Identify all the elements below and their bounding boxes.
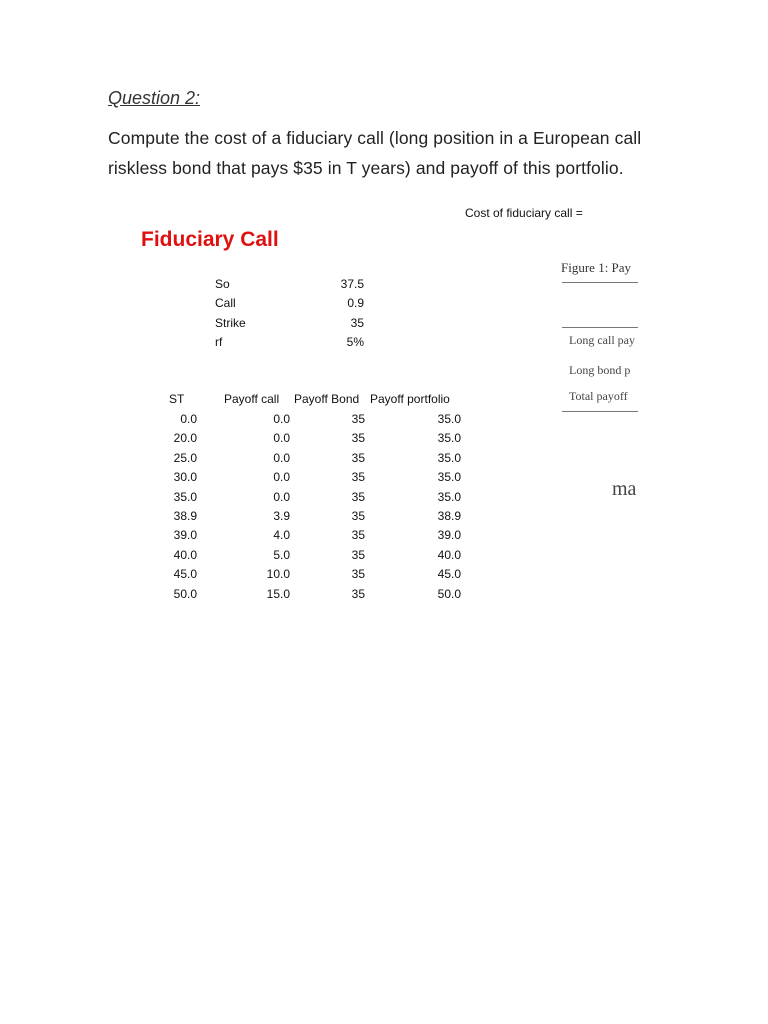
cell-payoff-bond: 35 [351,547,365,562]
figure-row-long-call: Long call pay [569,333,635,347]
cell-st: 40.0 [173,547,197,562]
cell-st: 20.0 [173,431,197,446]
section-title: Fiduciary Call [141,228,279,251]
figure-rule-bottom [562,411,638,412]
param-name-so: So [215,277,230,291]
cell-payoff-bond: 35 [351,528,365,543]
cell-st: 39.0 [173,528,197,543]
cell-payoff-bond: 35 [351,489,365,504]
cell-st: 25.0 [173,450,197,465]
cell-payoff-call: 15.0 [266,586,290,601]
figure-rule-top [562,282,638,283]
cell-payoff-bond: 35 [351,431,365,446]
cost-of-fiduciary-call-label: Cost of fiduciary call = [465,206,583,220]
cell-st: 38.9 [173,509,197,523]
question-title: Question 2: [108,88,201,108]
cell-payoff-portfolio: 35.0 [437,431,461,446]
param-value-call: 0.9 [347,296,364,310]
header-st: ST [169,392,185,406]
figure-row-long-bond: Long bond p [569,363,631,377]
cell-st: 35.0 [173,489,197,504]
cell-payoff-call: 0.0 [273,450,290,465]
cell-payoff-bond: 35 [351,509,365,523]
cell-payoff-bond: 35 [351,567,365,582]
param-value-strike: 35 [350,316,364,330]
cell-payoff-portfolio: 38.9 [437,509,461,523]
cell-payoff-bond: 35 [351,412,365,426]
cell-payoff-portfolio: 35.0 [437,470,461,485]
cell-payoff-bond: 35 [351,470,365,485]
question-text-line-2: riskless bond that pays $35 in T years) and payoff of this portfolio. [108,158,624,178]
cell-payoff-portfolio: 35.0 [437,412,461,426]
param-name-strike: Strike [215,316,246,330]
cell-payoff-portfolio: 35.0 [437,489,461,504]
figure-fragment [556,250,638,510]
cell-payoff-call: 5.0 [273,547,290,562]
figure-text-fragment: ma [612,478,637,500]
cell-st: 30.0 [173,470,197,485]
cell-payoff-call: 0.0 [273,470,290,485]
header-payoff-call: Payoff call [224,392,280,406]
cell-st: 45.0 [173,567,197,582]
cell-payoff-bond: 35 [351,450,365,465]
cell-payoff-bond: 35 [351,586,365,601]
cell-payoff-call: 4.0 [273,528,290,543]
cell-st: 50.0 [173,586,197,601]
figure-rule-mid [562,327,638,328]
cell-payoff-portfolio: 40.0 [437,547,461,562]
figure-row-total-payoff: Total payoff [569,389,628,403]
cell-payoff-portfolio: 39.0 [437,528,461,543]
cell-st: 0.0 [180,412,197,426]
header-payoff-portfolio: Payoff portfolio [370,392,450,406]
cell-payoff-call: 0.0 [273,431,290,446]
figure-title: Figure 1: Pay [561,260,632,275]
header-payoff-bond: Payoff Bond [294,392,360,406]
cell-payoff-call: 0.0 [273,412,290,426]
cell-payoff-call: 10.0 [266,567,290,582]
param-name-call: Call [215,296,236,310]
cell-payoff-portfolio: 45.0 [437,567,461,582]
param-name-rf: rf [215,335,223,349]
cell-payoff-portfolio: 50.0 [437,586,461,601]
param-value-rf: 5% [346,335,364,349]
cell-payoff-call: 0.0 [273,489,290,504]
param-value-so: 37.5 [340,277,364,291]
cell-payoff-call: 3.9 [273,509,290,523]
question-text-line-1: Compute the cost of a fiduciary call (long position in a European call [108,128,642,148]
cell-payoff-portfolio: 35.0 [437,450,461,465]
